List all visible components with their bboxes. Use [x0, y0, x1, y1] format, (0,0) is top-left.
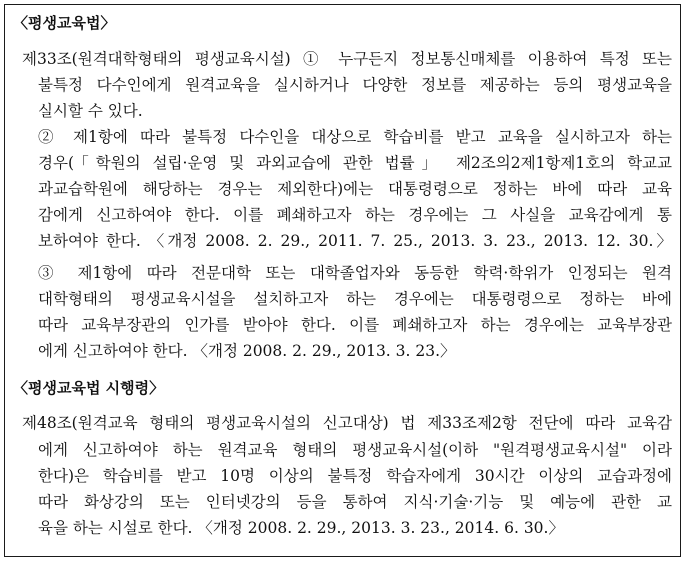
article-33-line-3: 실시할 수 있다. — [38, 102, 143, 120]
article-33-line-7: 감에게 신고하여야 한다. 이를 폐쇄하고자 하는 경우에는 그 사실을 교육감에게 통 — [38, 206, 672, 224]
article-33-line-6: 과교습학원에 해당하는 경우는 제외한다)에는 대통령령으로 정하는 바에 따라 교육 — [38, 180, 672, 198]
article-33-line-2: 불특정 다수인에게 원격교육을 실시하거나 다양한 정보를 제공하는 등의 평생교육을 — [38, 76, 672, 94]
section-heading-act: 〈평생교육법〉 — [13, 14, 116, 32]
article-48-line-5: 육을 하는 시설로 한다. 〈개정 2008. 2. 29., 2013. 3. 23., 2014. 6. 30.〉 — [38, 519, 564, 537]
article-33-line-9: ③ 제1항에 따라 전문대학 또는 대학졸업자와 동등한 학력·학위가 인정되는 원격 — [38, 264, 672, 282]
article-33-line-1: 제33조(원격대학형태의 평생교육시설) ① 누구든지 정보통신매체를 이용하여 특정 또는 — [22, 50, 672, 68]
article-33-line-12: 에게 신고하여야 한다. 〈개정 2008. 2. 29., 2013. 3. 23.〉 — [38, 342, 456, 360]
article-33-line-8: 보하여야 한다. 〈개정 2008. 2. 29., 2011. 7. 25., 2013. 3. 23., 2013. 12. 30.〉 — [38, 232, 672, 250]
section-heading-decree: 〈평생교육법 시행령〉 — [13, 379, 165, 397]
article-33-line-10: 대학형태의 평생교육시설을 설치하고자 하는 경우에는 대통령령으로 정하는 바에 — [38, 290, 672, 308]
article-33-line-4: ② 제1항에 따라 불특정 다수인을 대상으로 학습비를 받고 교육을 실시하고자 하는 — [38, 128, 672, 146]
article-48-line-2: 에게 신고하여야 하는 원격교육 형태의 평생교육시설(이하 "원격평생교육시설" 이라 — [38, 441, 672, 459]
article-33-line-11: 따라 교육부장관의 인가를 받아야 한다. 이를 폐쇄하고자 하는 경우에는 교육부장관 — [38, 316, 672, 334]
article-33-line-5: 경우(「학원의 설립·운영 및 과외교습에 관한 법률」 제2조의2제1항제1호의 학교교 — [38, 154, 672, 172]
article-48-line-4: 따라 화상강의 또는 인터넷강의 등을 통하여 지식·기술·기능 및 예능에 관한 교 — [38, 493, 672, 511]
article-48-line-3: 한다)은 학습비를 받고 10명 이상의 불특정 학습자에게 30시간 이상의 교습과정에 — [38, 467, 672, 485]
article-48-line-1: 제48조(원격교육 형태의 평생교육시설의 신고대상) 법 제33조제2항 전단에 따라 교육감 — [22, 414, 672, 432]
